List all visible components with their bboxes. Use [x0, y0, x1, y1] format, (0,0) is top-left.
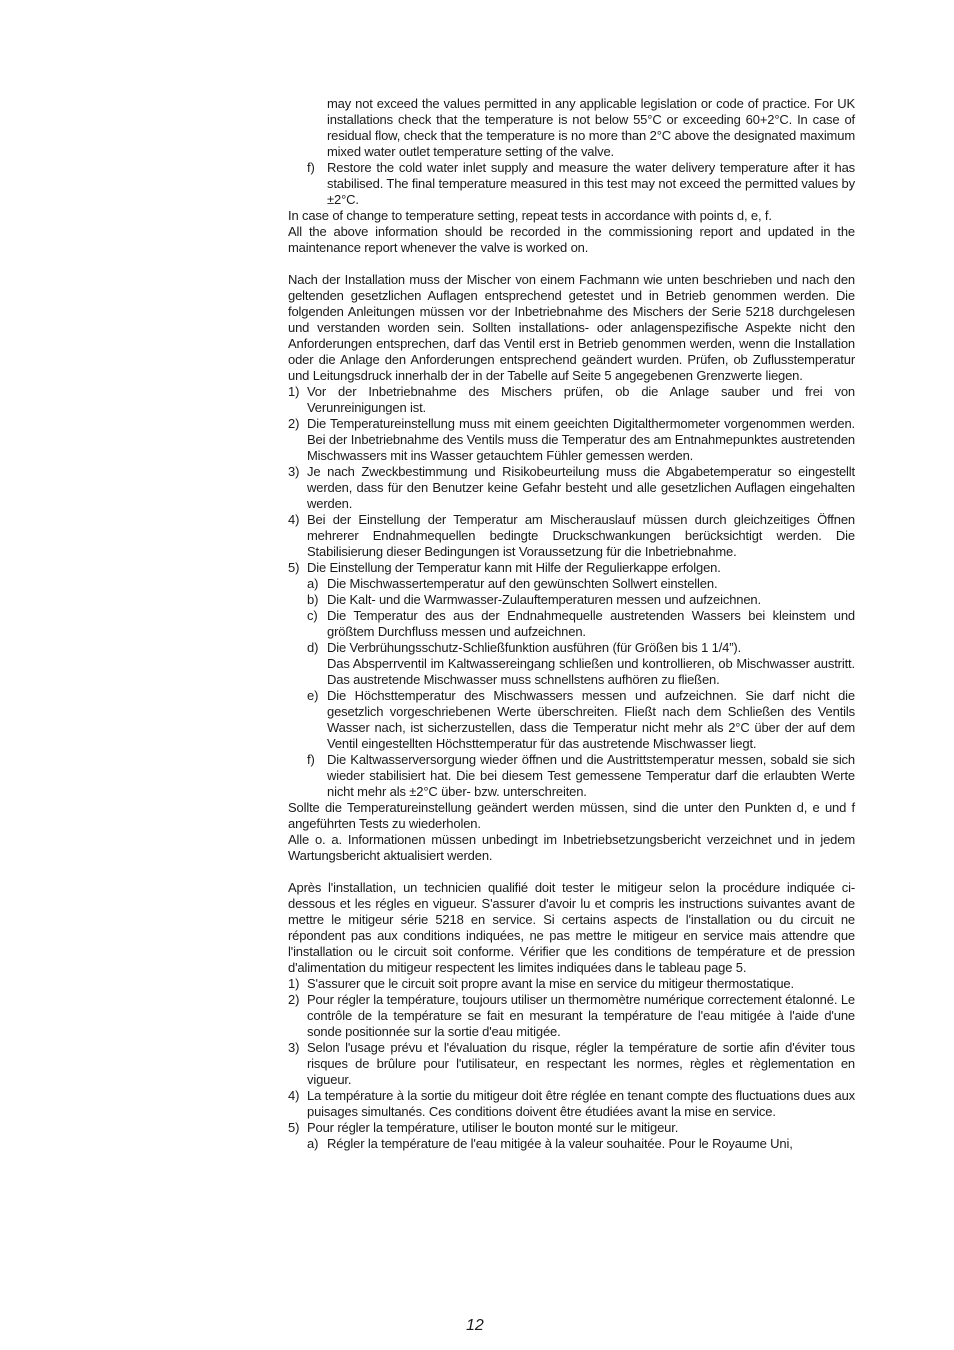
fr-item-4	[288, 1088, 855, 1120]
sub-text: Die Mischwassertemperatur auf den gewünschten Sollwert einstellen.	[327, 576, 718, 591]
sub-number: f)	[307, 752, 315, 767]
sub-number: c)	[307, 608, 318, 623]
sub-text: Régler la température de l'eau mitigée à la valeur souhaitée. Pour le Royaume Uni,	[327, 1136, 793, 1151]
item-text: Pour régler la température, toujours utiliser un thermomètre numérique correctement étalonné. Le contrôle de la température se fait en mesurant la température de l'eau mitigée à l'aide d'une sonde positionnée sur la sortie d'eau mitigée.	[307, 992, 855, 1039]
de-sub-c	[288, 608, 855, 640]
item-number: 3)	[288, 1040, 300, 1055]
item-text: Selon l'usage prévu et l'évaluation du risque, régler la température de sortie afin d'éviter tous risques de brûlure pour l'utilisateur, en respectant les normes, règles et règlementation en vigueur.	[307, 1040, 855, 1087]
en-step-e-continued: may not exceed the values permitted in any applicable legislation or code of practice. For UK installations check that the temperature is not below 55°C or exceeding 60+2°C. In case of residual flow, check that the temperature is no more than 2°C above the designated maximum mixed water outlet temperature setting of the valve.	[327, 96, 855, 159]
item-text: Vor der Inbetriebnahme des Mischers prüfen, ob die Anlage sauber und frei von Verunreinigungen ist.	[307, 384, 855, 415]
step-text: Restore the cold water inlet supply and measure the water delivery temperature after it has stabilised. The final temperature measured in this test may not exceed the permitted values by ±2°C.	[327, 160, 855, 207]
item-number: 3)	[288, 464, 300, 479]
de-sub-f	[288, 752, 855, 800]
de-sub-b	[288, 592, 855, 608]
sub-text: Die Höchsttemperatur des Mischwassers messen und aufzeichnen. Sie darf nicht die gesetzlich vorgeschriebenen Werte überschreiten. Fließt nach dem Schließen des Ventils Wasser nach, ist sicherzustellen, dass die Temperatur nicht mehr als 2°C über der auf dem Ventil eingestellten Höchsttemperatur für das austretende Mischwasser liegt.	[327, 688, 855, 751]
step-label: f)	[307, 160, 315, 175]
en-note-record: All the above information should be recorded in the commissioning report and updated in the maintenance report whenever the valve is worked on.	[288, 224, 855, 255]
item-text: Die Einstellung der Temperatur kann mit Hilfe der Regulierkappe erfolgen.	[307, 560, 721, 575]
item-text: Die Temperatureinstellung muss mit einem geeichten Digitalthermometer vorgenommen werden. Bei der Inbetriebnahme des Ventils muss die Temperatur des am Entnahmepunktes austretenden Mischwassers mit ins Wasser getauchtem Fühler gemessen werden.	[307, 416, 855, 463]
sub-text: Die Kalt- und die Warmwasser-Zulauftemperaturen messen und aufzeichnen.	[327, 592, 761, 607]
sub-number: d)	[307, 640, 319, 655]
de-sub-a	[288, 576, 855, 592]
sub-number: a)	[307, 576, 319, 591]
de-sub-e	[288, 688, 855, 752]
item-number: 1)	[288, 976, 300, 991]
sub-number: e)	[307, 688, 319, 703]
item-number: 1)	[288, 384, 300, 399]
item-number: 2)	[288, 416, 300, 431]
fr-item-5	[288, 1120, 855, 1136]
fr-item-3	[288, 1040, 855, 1088]
de-item-1	[288, 384, 855, 416]
sub-number: a)	[307, 1136, 319, 1151]
sub-text: Die Kaltwasserversorgung wieder öffnen und die Austrittstemperatur messen, sobald sie sich wieder stabilisiert hat. Die bei diesem Test gemessene Temperatur darf die erlaubten Werte nicht mehr als ±2°C über- bzw. unterschreiten.	[327, 752, 855, 799]
en-step-f	[288, 160, 855, 208]
fr-item-2	[288, 992, 855, 1040]
page-number: 12	[466, 1317, 484, 1334]
de-item-2	[288, 416, 855, 464]
sub-text: Die Temperatur des aus der Endnahmequelle austretenden Wassers bei kleinstem und größtem Durchfluss messen und aufzeichnen.	[327, 608, 855, 639]
fr-intro: Après l'installation, un technicien qualifié doit tester le mitigeur selon la procédure indiquée ci-dessous et les régles en vigueur. S'assurer d'avoir lu et compris les instructions suivantes avant de mettre le mitigeur série 5218 en service. Si certains aspects de l'installation ou du circuit ne répondent pas aux conditions indiquées, ne pas mettre le mitigeur en service mais attendre que l'installation ou le circuit soit conforme. Vérifier que les conditions de température et de pression d'alimentation du mitigeur respectent les limites indiquées dans le tableau page 5.	[288, 880, 855, 975]
de-item-3	[288, 464, 855, 512]
de-sub-d	[288, 640, 855, 656]
item-text: Je nach Zweckbestimmung und Risikobeurteilung muss die Abgabetemperatur so eingestellt werden, dass für den Benutzer keine Gefahr besteht und alle gesetzlichen Auflagen eingehalten werden.	[307, 464, 855, 511]
section-gap	[288, 864, 855, 880]
sub-text: Die Verbrühungsschutz-Schließfunktion ausführen (für Größen bis 1 1/4”).	[327, 640, 742, 655]
item-number: 5)	[288, 560, 300, 575]
de-intro: Nach der Installation muss der Mischer von einem Fachmann wie unten beschrieben und nach den geltenden gesetzlichen Auflagen entsprechend getestet und in Betrieb genommen werden. Die folgenden Anleitungen müssen vor der Inbetriebnahme des Mischers der Serie 5218 durchgelesen und verstanden worden sein. Sollten installations- oder anlagenspezifische Aspekte nicht den Anforderungen entsprechen, darf das Ventil erst in Betrieb genommen werden, wenn die Installation oder die Anlage den Anforderungen entsprechend geändert wurden. Prüfen, ob Zuflusstemperatur und Leitungsdruck innerhalb der in der Tabelle auf Seite 5 angegebenen Grenzwerte liegen.	[288, 272, 855, 383]
de-sub-d-continued: Das Absperrventil im Kaltwassereingang schließen und kontrollieren, ob Mischwasser austritt. Das austretende Mischwasser muss schnellstens aufhören zu fließen.	[327, 656, 855, 687]
de-item-5	[288, 560, 855, 576]
section-gap	[288, 256, 855, 272]
item-text: S'assurer que le circuit soit propre avant la mise en service du mitigeur thermostatique.	[307, 976, 794, 991]
item-number: 4)	[288, 512, 300, 527]
fr-sub-a	[288, 1136, 855, 1152]
de-item-4	[288, 512, 855, 560]
de-note-retest: Sollte die Temperatureinstellung geändert werden müssen, sind die unter den Punkten d, e und f angeführten Tests zu wiederholen.	[288, 800, 855, 831]
fr-item-1	[288, 976, 855, 992]
de-note-record: Alle o. a. Informationen müssen unbedingt im Inbetriebsetzungsbericht verzeichnet und in jedem Wartungsbericht aktualisiert werden.	[288, 832, 855, 863]
item-number: 4)	[288, 1088, 300, 1103]
item-number: 5)	[288, 1120, 300, 1135]
item-text: Pour régler la température, utiliser le bouton monté sur le mitigeur.	[307, 1120, 679, 1135]
en-note-retest: In case of change to temperature setting, repeat tests in accordance with points d, e, f.	[288, 208, 772, 223]
page-body	[288, 96, 855, 1152]
item-text: Bei der Einstellung der Temperatur am Mischerauslauf müssen durch gleichzeitiges Öffnen mehrerer Endnahmequellen bedingte Druckschwankungen berücksichtigt werden. Die Stabilisierung dieser Bedingungen ist Voraussetzung für die Inbetriebnahme.	[307, 512, 855, 559]
item-text: La température à la sortie du mitigeur doit être réglée en tenant compte des fluctuations dues aux puisages simultanés. Ces conditions doivent être étudiées avant la mise en service.	[307, 1088, 855, 1119]
item-number: 2)	[288, 992, 300, 1007]
sub-number: b)	[307, 592, 319, 607]
